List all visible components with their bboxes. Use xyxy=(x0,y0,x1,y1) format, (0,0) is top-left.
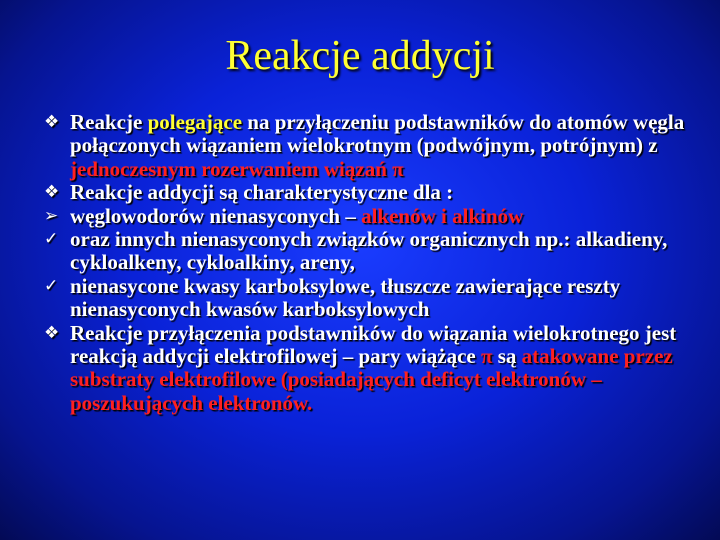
text-segment: oraz innych nienasyconych związków organicznych np.: alkadieny, cykloalkeny, cykloalkiny, areny, xyxy=(70,227,668,275)
text-segment: Reakcje xyxy=(70,110,148,134)
list-item xyxy=(44,181,704,204)
text-segment: węglowodorów nienasyconych – xyxy=(70,203,362,228)
list-item xyxy=(44,275,704,322)
text-segment: Reakcje przyłączenia podstawników do wiązania wielokrotnego jest reakcją addycji elektrofilowej – pary wiążące xyxy=(70,320,677,369)
list-item xyxy=(44,205,704,228)
list-item xyxy=(44,111,704,181)
text-segment-highlight: π xyxy=(480,344,493,369)
text-segment-highlight: jednoczesnym rozerwaniem wiązań π xyxy=(70,156,404,181)
slide-title: Reakcje addycji xyxy=(225,33,495,79)
text-segment: na przyłączeniu podstawników do atomów węgla połączonych wiązaniem wielokrotnym (podwójnym, potrójnym) z xyxy=(70,110,685,158)
diamond-bullet-icon: ❖ xyxy=(44,112,60,132)
check-bullet-icon: ✓ xyxy=(44,229,59,250)
text-segment-highlight: polegające xyxy=(147,110,243,134)
diamond-bullet-icon: ❖ xyxy=(44,182,60,203)
text-segment: nienasycone kwasy karboksylowe, tłuszcze zawierające reszty nienasyconych kwasów karboksylowych xyxy=(70,273,621,322)
text-segment: są xyxy=(492,344,522,369)
slide-content xyxy=(44,111,704,415)
diamond-bullet-icon: ❖ xyxy=(44,322,60,343)
arrow-bullet-icon: ➢ xyxy=(44,205,59,226)
text-segment-highlight: alkenów i alkinów xyxy=(361,203,524,228)
check-bullet-icon: ✓ xyxy=(44,275,59,296)
list-item xyxy=(44,322,704,416)
list-item xyxy=(44,228,704,275)
text-segment-highlight: atakowane przez substraty elektrofilowe (posiadających deficyt elektronów – poszukujących elektronów. xyxy=(70,344,673,415)
text-segment: Reakcje addycji są charakterystyczne dla : xyxy=(70,180,454,205)
